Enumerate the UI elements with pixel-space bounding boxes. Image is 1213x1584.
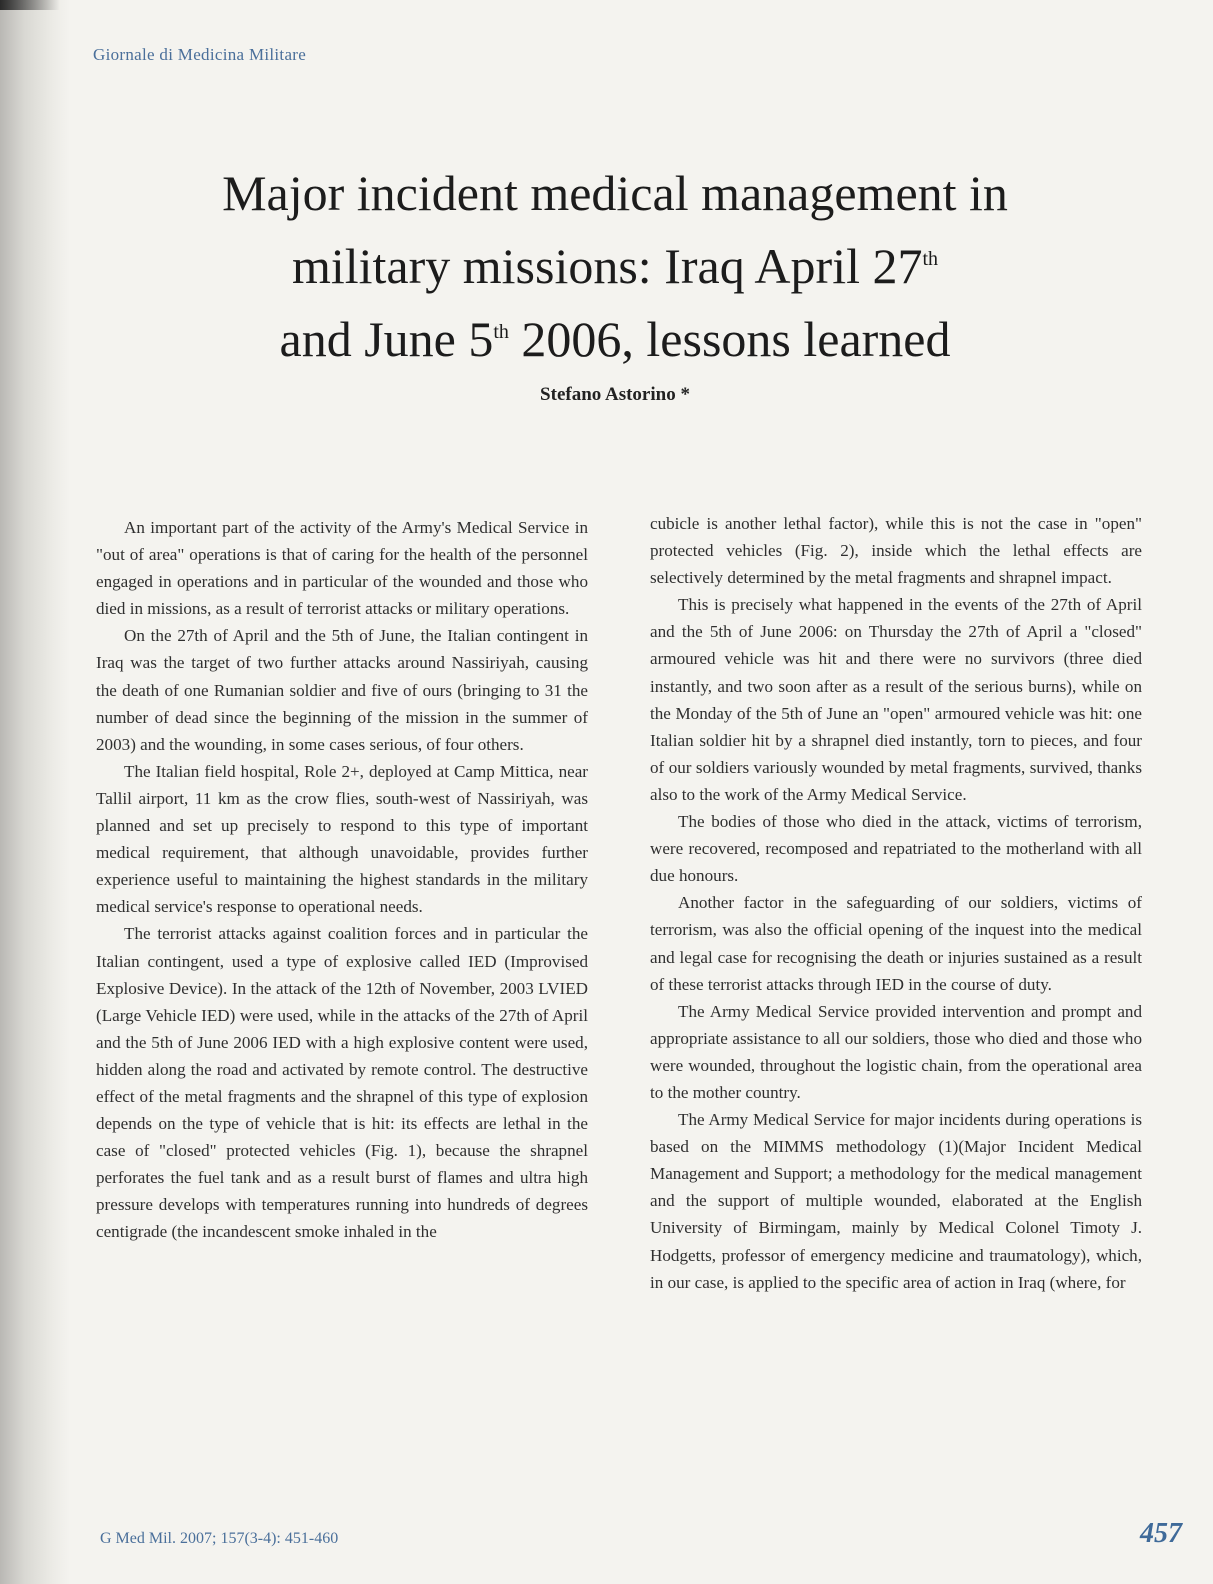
- scan-corner-mark: [0, 0, 60, 10]
- body-paragraph: An important part of the activity of the Army's Medical Service in "out of area" operations is that of caring for the health of the personnel engaged in operations and in particular of the wounded and those who died in missions, as a result of terrorist attacks or military operations.: [96, 518, 588, 619]
- body-paragraph: cubicle is another lethal factor), while this is not the case in "open" protected vehicles (Fig. 2), inside which the lethal effects are selectively determined by the metal fragments and shrapnel impact.: [650, 514, 1142, 588]
- title-superscript-th-1: th: [922, 248, 939, 270]
- body-paragraph: The terrorist attacks against coalition forces and in particular the Italian contingent, used a type of explosive called IED (Improvised Explosive Device). In the attack of the 12th of November, 2003 LVIED (Large Vehicle IED) were used, while in the attacks of the 27th of April and the 5th of June 2006 IED with a high explosive content were used, hidden along the road and activated by remote control. The destructive effect of the metal fragments and the shrapnel of this type of explosion depends on the type of vehicle that is hit: its effects are lethal in the case of "closed" protected vehicles (Fig. 1), because the shrapnel perforates the fuel tank and as a result burst of flames and ultra high pressure develops with temperatures running into hundreds of degrees centigrade (the incandescent smoke inhaled in the: [96, 924, 588, 1242]
- right-column: [650, 510, 1142, 1296]
- body-paragraph: The Italian field hospital, Role 2+, deployed at Camp Mittica, near Tallil airport, 11 km as the crow flies, south-west of Nassiriyah, was planned and set up precisely to respond to this type of important medical requirement, that although unavoidable, provides further experience useful to maintaining the highest standards in the military medical service's response to operational needs.: [96, 761, 588, 917]
- body-paragraph: The Army Medical Service for major incidents during operations is based on the MIMMS methodology (1)(Major Incident Medical Management and Support; a methodology for the medical management and the support of multiple wounded, elaborated at the English University of Birmingam, mainly by Medical Colonel Timoty J. Hodgetts, professor of emergency medicine and traumatology), which, in our case, is applied to the specific area of action in Iraq (where, for: [650, 1110, 1142, 1292]
- body-paragraph: The Army Medical Service provided intervention and prompt and appropriate assistance to all our soldiers, those who died and those who were wounded, throughout the logistic chain, from the operational area to the mother country.: [650, 1001, 1142, 1102]
- body-paragraph: Another factor in the safeguarding of our soldiers, victims of terrorism, was also the official opening of the inquest into the medical and legal case for recognising the death or injuries sustained as a result of these terrorist attacks through IED in the course of duty.: [650, 893, 1142, 994]
- title-line-3: and June 5: [279, 311, 494, 367]
- title-line-3-end: 2006, lessons learned: [508, 311, 951, 367]
- body-paragraph: This is precisely what happened in the events of the 27th of April and the 5th of June 2006: on Thursday the 27th of April a "closed" armoured vehicle was hit and there were no survivors (three died instantly, and two soon after as a result of the serious burns), while on the Monday of the 5th of June an "open" armoured vehicle was hit: one Italian soldier hit by a shrapnel died instantly, torn to pieces, and four of our soldiers variously wounded by metal fragments, survived, thanks also to the work of the Army Medical Service.: [650, 595, 1142, 804]
- page-spine-shadow: [0, 0, 70, 1584]
- article-title: [120, 160, 1110, 372]
- body-paragraph: The bodies of those who died in the attack, victims of terrorism, were recovered, recomposed and repatriated to the motherland with all due honours.: [650, 812, 1142, 886]
- page-number: 457: [1140, 1518, 1182, 1549]
- title-line-1: Major incident medical management in: [222, 165, 1008, 221]
- body-paragraph: On the 27th of April and the 5th of June, the Italian contingent in Iraq was the target of two further attacks around Nassiriyah, causing the death of one Rumanian soldier and five of ours (bringing to 31 the number of dead since the beginning of the mission in the summer of 2003) and the wounding, in some cases serious, of four others.: [96, 626, 588, 754]
- title-line-2: military missions: Iraq April 27: [291, 238, 923, 294]
- left-column: [96, 514, 588, 1246]
- title-superscript-th-2: th: [493, 321, 509, 343]
- author-name: Stefano Astorino *: [540, 384, 690, 405]
- journal-header: Giornale di Medicina Militare: [93, 45, 307, 64]
- citation-footer: G Med Mil. 2007; 157(3-4): 451-460: [100, 1530, 339, 1547]
